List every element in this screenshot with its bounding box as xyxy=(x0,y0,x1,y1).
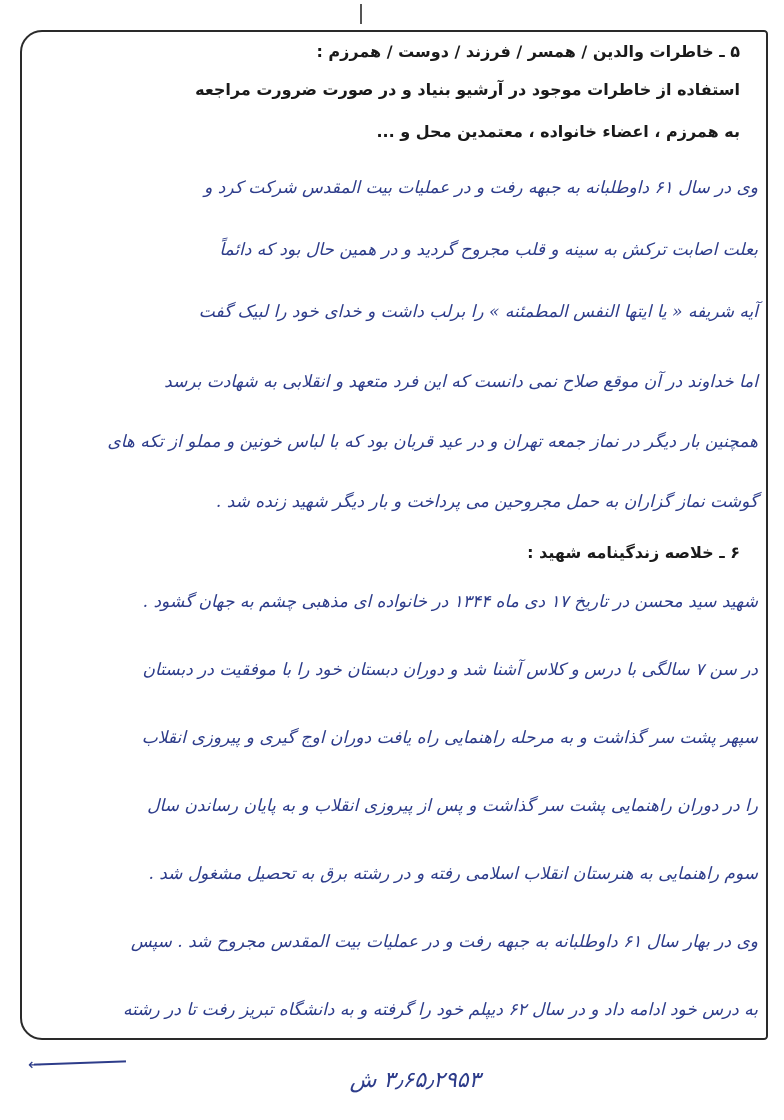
section5-instruction-line1: استفاده از خاطرات موجود در آرشیو بنیاد و در صورت ضرورت مراجعه xyxy=(195,80,740,99)
memory-line-4: اما خداوند در آن موقع صلاح نمی دانست که این فرد متعهد و انقلابی به شهادت برسد xyxy=(164,372,758,392)
scan-mark xyxy=(360,4,362,24)
biography-line-4: را در دوران راهنمایی پشت سر گذاشت و پس از پیروزی انقلاب و به پایان رساندن سال xyxy=(147,796,758,816)
biography-line-7: به درس خود ادامه داد و در سال ۶۲ دیپلم خود را گرفته و به دانشگاه تبریز رفت تا در رشته xyxy=(123,1000,758,1020)
arrow-left-icon: ← xyxy=(28,1055,42,1074)
memory-line-5: همچنین بار دیگر در نماز جمعه تهران و در عید قربان بود که با لباس خونین و مملو از تکه های xyxy=(107,432,758,452)
memory-line-1: وی در سال ۶۱ داوطلبانه به جبهه رفت و در عملیات بیت المقدس شرکت کرد و xyxy=(204,178,758,198)
memory-line-6: گوشت نماز گزاران به حمل مجروحین می پرداخت و بار دیگر شهید زنده شد . xyxy=(215,492,758,512)
biography-line-5: سوم راهنمایی به هنرستان انقلاب اسلامی رفته و در رشته برق به تحصیل مشغول شد . xyxy=(148,864,758,884)
section5-heading: ۵ ـ خاطرات والدین / همسر / فرزند / دوست / همرزم : xyxy=(316,42,740,61)
section5-instruction-line2: به همرزم ، اعضاء خانواده ، معتمدین محل و ... xyxy=(376,122,740,141)
section6-heading: ۶ ـ خلاصه زندگینامه شهید : xyxy=(527,543,740,562)
pen-stroke xyxy=(34,1060,126,1065)
archive-code: ۳٫۶۵٫۲۹۵۳ ش xyxy=(349,1068,481,1093)
memory-line-3: آیه شریفه « یا ایتها النفس المطمئنه » را برلب داشت و خدای خود را لبیک گفت xyxy=(198,302,758,322)
biography-line-2: در سن ۷ سالگی با درس و کلاس آشنا شد و دوران دبستان خود را با موفقیت در دبستان xyxy=(142,660,758,680)
biography-line-6: وی در بهار سال ۶۱ داوطلبانه به جبهه رفت و در عملیات بیت المقدس مجروح شد . سپس xyxy=(130,932,758,952)
memory-line-2: بعلت اصابت ترکش به سینه و قلب مجروح گردید و در همین حال بود که دائماً xyxy=(219,240,758,260)
biography-line-1: شهید سید محسن در تاریخ ۱۷ دی ماه ۱۳۴۴ در خانواده ای مذهبی چشم به جهان گشود . xyxy=(142,592,758,612)
biography-line-3: سپهر پشت سر گذاشت و به مرحله راهنمایی راه یافت دوران اوج گیری و پیروزی انقلاب xyxy=(141,728,758,748)
